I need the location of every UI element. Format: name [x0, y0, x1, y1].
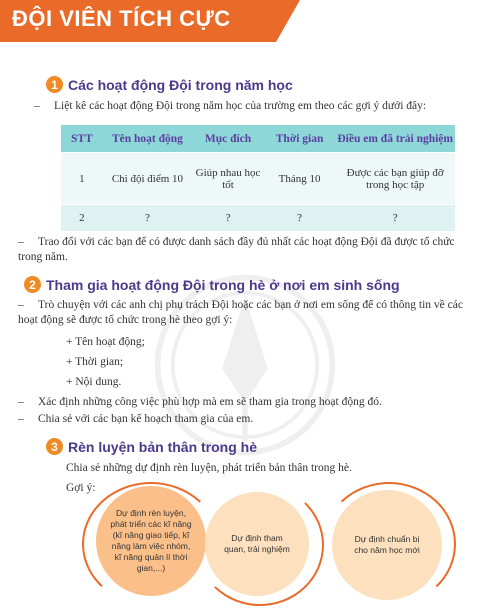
- section-number-badge: 3: [46, 438, 63, 455]
- section-number-badge: 1: [46, 76, 63, 93]
- table-cell: Giúp nhau học tốt: [192, 153, 264, 205]
- plan-circle-trips: Dự định tham quan, trải nghiệm: [205, 492, 309, 596]
- section-title: Các hoạt động Đội trong năm học: [68, 76, 293, 93]
- table-header: STT: [61, 125, 103, 153]
- section-title: Tham gia hoạt động Đội trong hè ở nơi em sinh sống: [46, 276, 400, 293]
- table-cell: Được các bạn giúp đỡ trong học tập: [335, 153, 455, 205]
- table-cell: Chi đội điểm 10: [103, 153, 193, 205]
- list-item: + Tên hoạt động;: [66, 336, 145, 348]
- table-cell: 1: [61, 153, 103, 205]
- section-title: Rèn luyện bản thân trong hè: [68, 438, 258, 455]
- table-header-row: [61, 125, 455, 153]
- section-2-paragraph: – Chia sẻ với các bạn kế hoạch tham gia của em.: [18, 413, 254, 425]
- table-row: [61, 205, 455, 232]
- plan-circle-new-year: Dự định chuẩn bị cho năm học mới: [332, 490, 442, 600]
- table-cell: ?: [192, 205, 264, 232]
- table-header: Tên hoạt động: [103, 125, 193, 153]
- section-2-paragraph: – Trò chuyện với các anh chị phụ trách Đội hoặc các bạn ở nơi em sống để có thông tin về các hoạt động sẽ được tổ chức trong hè theo gợi ý:: [18, 299, 463, 326]
- table-header: Thời gian: [264, 125, 336, 153]
- table-header: Điều em đã trải nghiệm: [335, 125, 455, 153]
- table-cell: ?: [335, 205, 455, 232]
- section-1-intro: – Liệt kê các hoạt động Đội trong năm học của trường em theo các gợi ý dưới đây:: [34, 100, 427, 112]
- section-1-heading: [46, 76, 293, 93]
- page-title: ĐỘI VIÊN TÍCH CỰC: [12, 6, 231, 31]
- table-cell: Tháng 10: [264, 153, 336, 205]
- list-item: + Thời gian;: [66, 356, 124, 368]
- section-2-paragraph: – Xác định những công việc phù hợp mà em sẽ tham gia trong hoạt động đó.: [18, 396, 382, 408]
- hint-label: Gợi ý:: [66, 482, 96, 494]
- list-item: + Nội dung.: [66, 376, 122, 388]
- section-3-heading: [46, 438, 257, 455]
- section-2-heading: [24, 276, 400, 293]
- plan-circle-skills: Dự định rèn luyện, phát triển các kĩ năng (kĩ năng giao tiếp, kĩ năng làm việc nhóm, kĩ năng quản lí thời gian,...): [96, 486, 206, 596]
- section-3-paragraph: Chia sẻ những dự định rèn luyện, phát triển bản thân trong hè.: [66, 462, 352, 474]
- table-cell: 2: [61, 205, 103, 232]
- section-number-badge: 2: [24, 276, 41, 293]
- table-header: Mục đích: [192, 125, 264, 153]
- table-cell: ?: [264, 205, 336, 232]
- table-cell: ?: [103, 205, 193, 232]
- table-row: [61, 153, 455, 205]
- section-1-discussion: – Trao đổi với các bạn để có được danh sách đầy đủ nhất các hoạt động Đội đã được tổ chức trong năm.: [18, 236, 455, 263]
- activities-table: [61, 125, 455, 231]
